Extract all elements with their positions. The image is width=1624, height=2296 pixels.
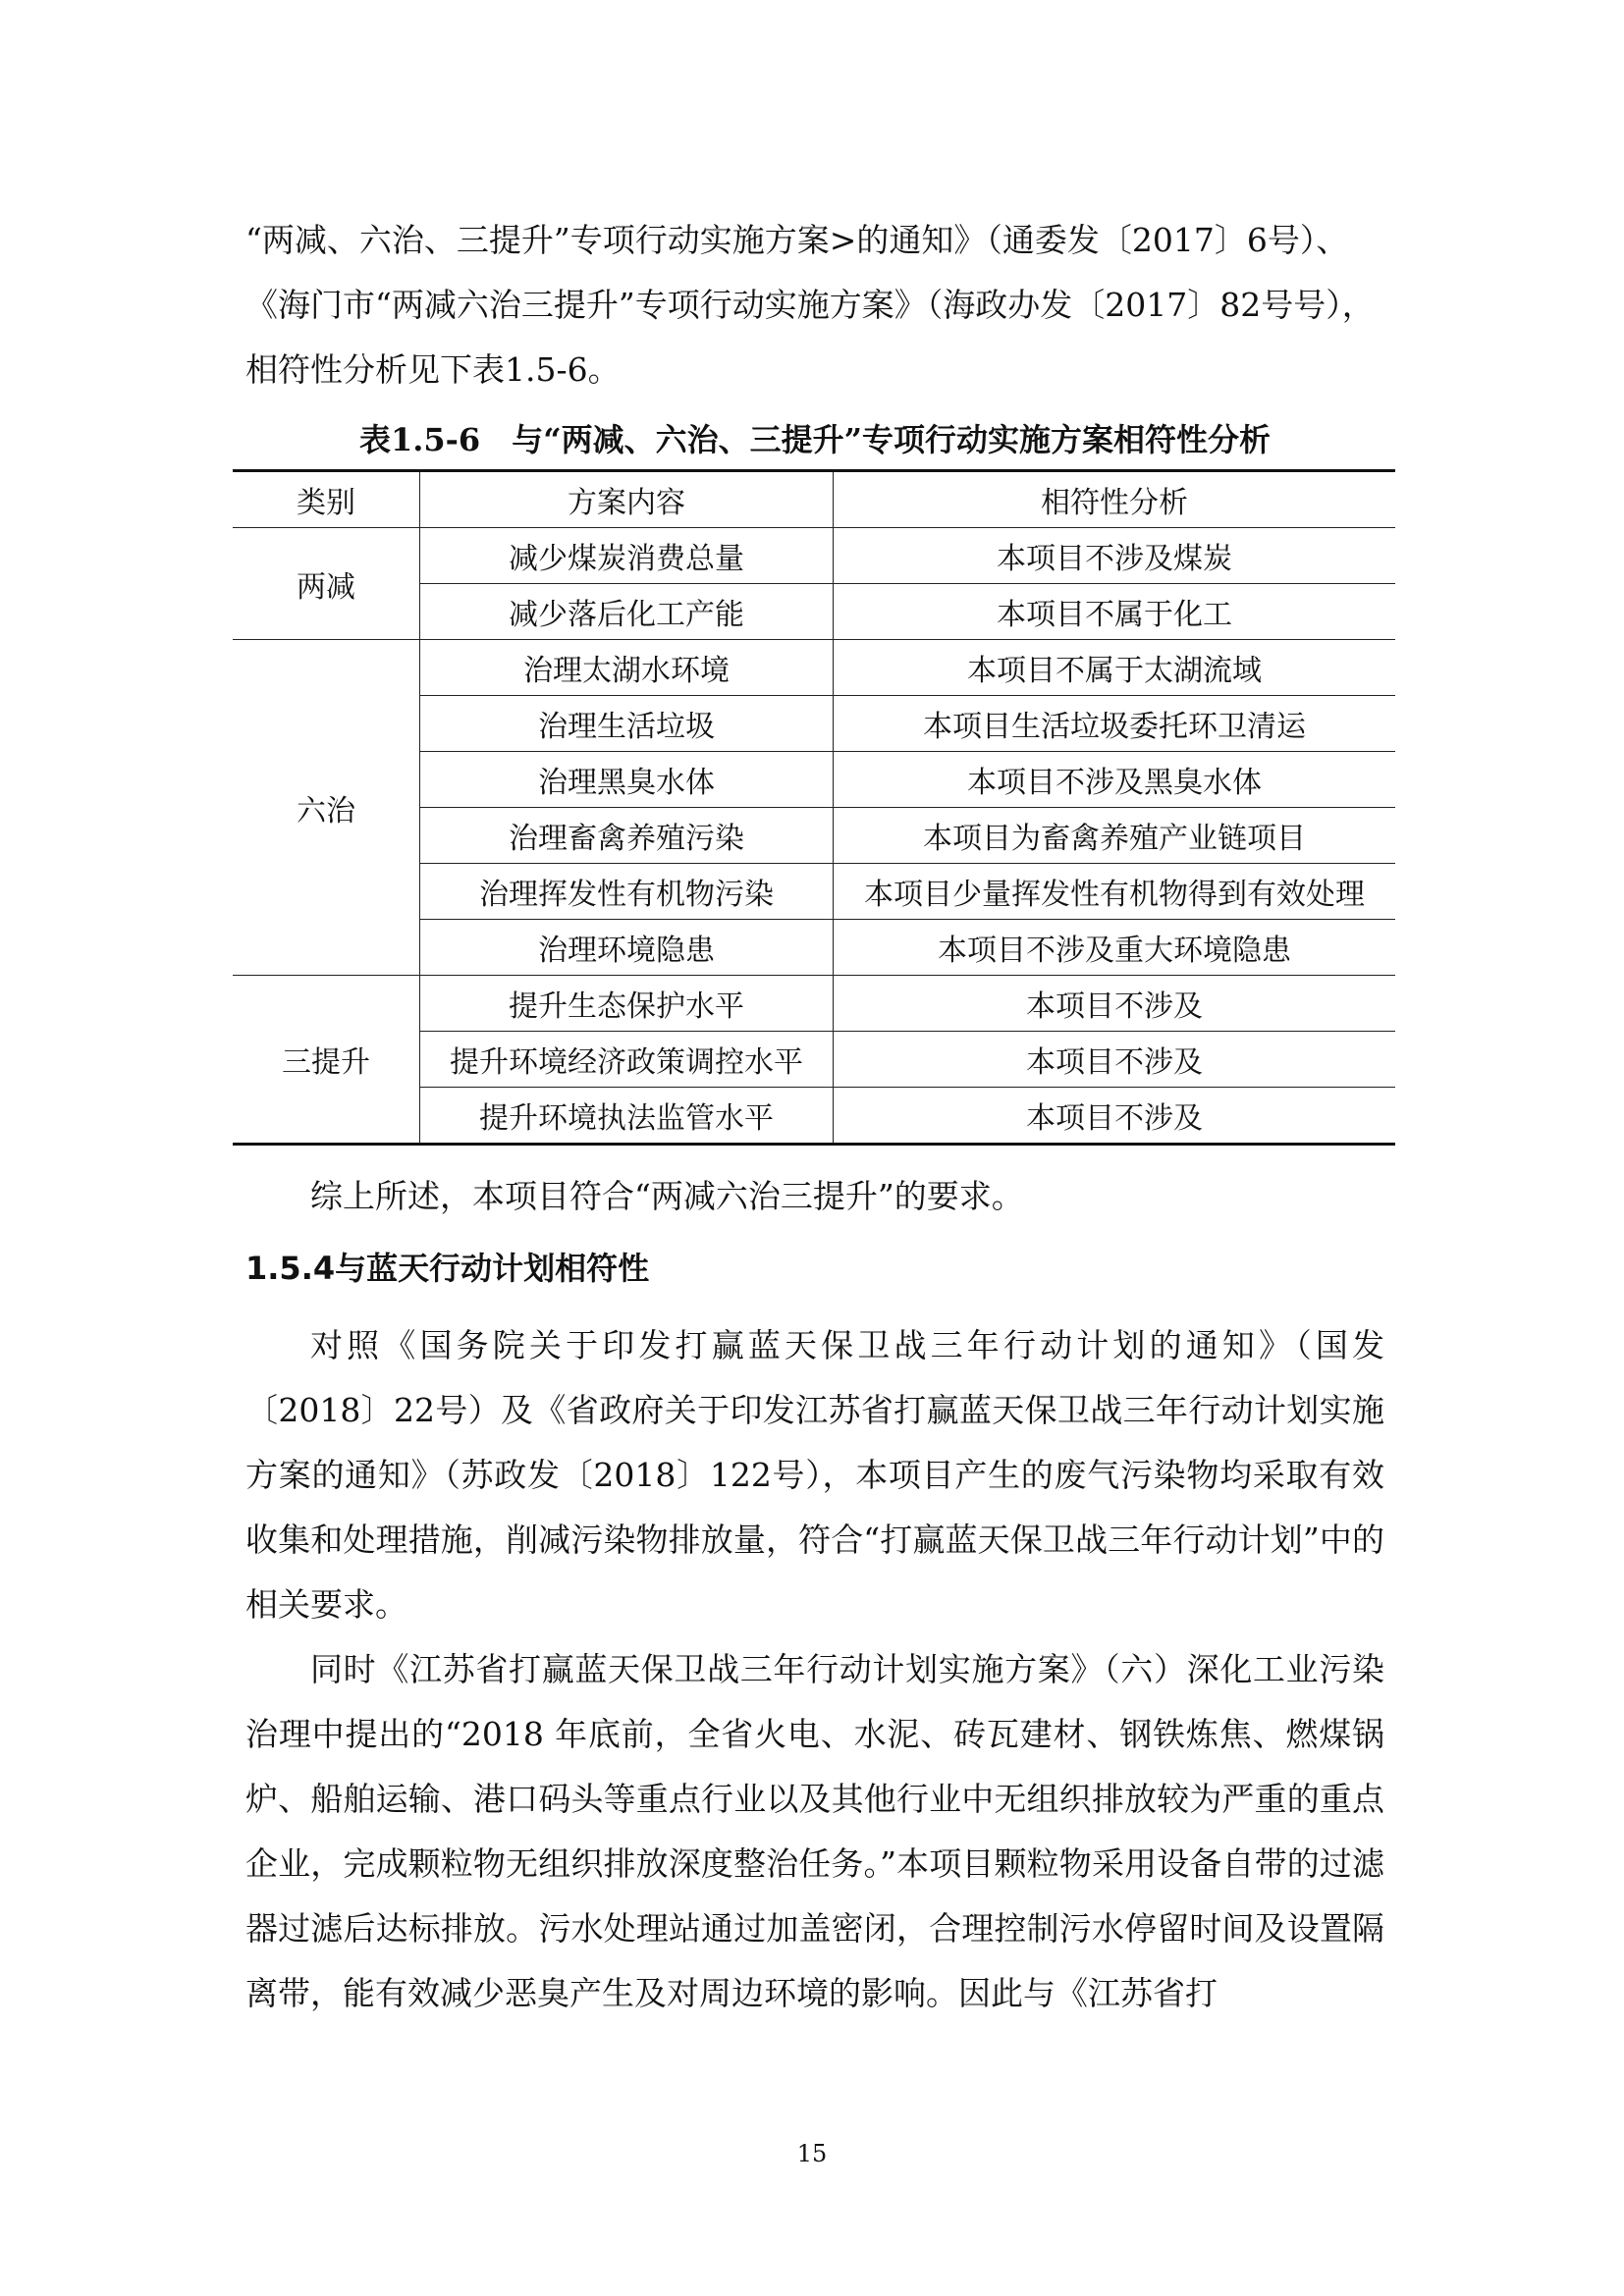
header-analysis: 相符性分析 (834, 471, 1396, 528)
paragraph-blue-sky-1: 对照《国务院关于印发打赢蓝天保卫战三年行动计划的通知》（国发〔2018〕22号）及《省政府关于印发江苏省打赢蓝天保卫战三年行动计划实施方案的通知》（苏政发〔2018〕122号），本项目产生的废气污染物均采取有效收集和处理措施，削减污染物排放量，符合“打赢蓝天保卫战三年行动计划”中的相关要求。 (245, 1326, 1384, 1624)
table-row (233, 528, 1395, 584)
table-caption: 表1.5-6 与“两减、六治、三提升”专项行动实施方案相符性分析 (358, 421, 1272, 458)
analysis-cell: 本项目不属于化工 (834, 584, 1396, 640)
intro-line-3: 相符性分析见下表1.5-6。 (245, 350, 621, 389)
category-cell: 六治 (233, 640, 420, 976)
analysis-cell: 本项目不属于太湖流域 (834, 640, 1396, 696)
analysis-cell: 本项目不涉及 (834, 976, 1396, 1032)
content-cell: 治理太湖水环境 (420, 640, 834, 696)
category-cell: 三提升 (233, 976, 420, 1145)
content-cell: 治理畜禽养殖污染 (420, 808, 834, 864)
intro-line-2: 《海门市“两减六治三提升”专项行动实施方案》（海政办发〔2017〕82号号）， (245, 286, 1375, 324)
content-cell: 治理挥发性有机物污染 (420, 864, 834, 920)
page-number: 15 (796, 2140, 828, 2167)
analysis-cell: 本项目为畜禽养殖产业链项目 (834, 808, 1396, 864)
analysis-cell: 本项目不涉及重大环境隐患 (834, 920, 1396, 976)
paragraph-blue-sky-2: 同时《江苏省打赢蓝天保卫战三年行动计划实施方案》（六）深化工业污染治理中提出的“2018 年底前，全省火电、水泥、砖瓦建材、钢铁炼焦、燃煤锅炉、船舶运输、港口码头等重点行业以及其他行业中无组织排放较为严重的重点企业，完成颗粒物无组织排放深度整治任务。”本项目颗粒物采用设备自带的过滤器过滤后达标排放。污水处理站通过加盖密闭，合理控制污水停留时间及设置隔离带，能有效减少恶臭产生及对周边环境的影响。因此与《江苏省打 (245, 1650, 1384, 2012)
table-row (233, 640, 1395, 696)
analysis-cell: 本项目不涉及 (834, 1032, 1396, 1088)
summary-text: 综上所述，本项目符合“两减六治三提升”的要求。 (310, 1177, 1024, 1215)
section-heading: 1.5.4与蓝天行动计划相符性 (245, 1250, 650, 1287)
content-cell: 治理黑臭水体 (420, 752, 834, 808)
content-cell: 提升生态保护水平 (420, 976, 834, 1032)
category-cell: 两减 (233, 528, 420, 640)
analysis-cell: 本项目不涉及 (834, 1088, 1396, 1145)
table-header-row (233, 471, 1395, 528)
analysis-cell: 本项目不涉及煤炭 (834, 528, 1396, 584)
header-content: 方案内容 (420, 471, 834, 528)
header-category: 类别 (233, 471, 420, 528)
table-row (233, 976, 1395, 1032)
content-cell: 减少煤炭消费总量 (420, 528, 834, 584)
content-cell: 提升环境经济政策调控水平 (420, 1032, 834, 1088)
analysis-cell: 本项目不涉及黑臭水体 (834, 752, 1396, 808)
content-cell: 提升环境执法监管水平 (420, 1088, 834, 1145)
analysis-cell: 本项目少量挥发性有机物得到有效处理 (834, 864, 1396, 920)
compliance-table (233, 469, 1395, 1146)
analysis-cell: 本项目生活垃圾委托环卫清运 (834, 696, 1396, 752)
content-cell: 减少落后化工产能 (420, 584, 834, 640)
content-cell: 治理环境隐患 (420, 920, 834, 976)
content-cell: 治理生活垃圾 (420, 696, 834, 752)
intro-line-1: “两减、六治、三提升”专项行动实施方案>的通知》（通委发〔2017〕6号）、 (245, 221, 1349, 259)
